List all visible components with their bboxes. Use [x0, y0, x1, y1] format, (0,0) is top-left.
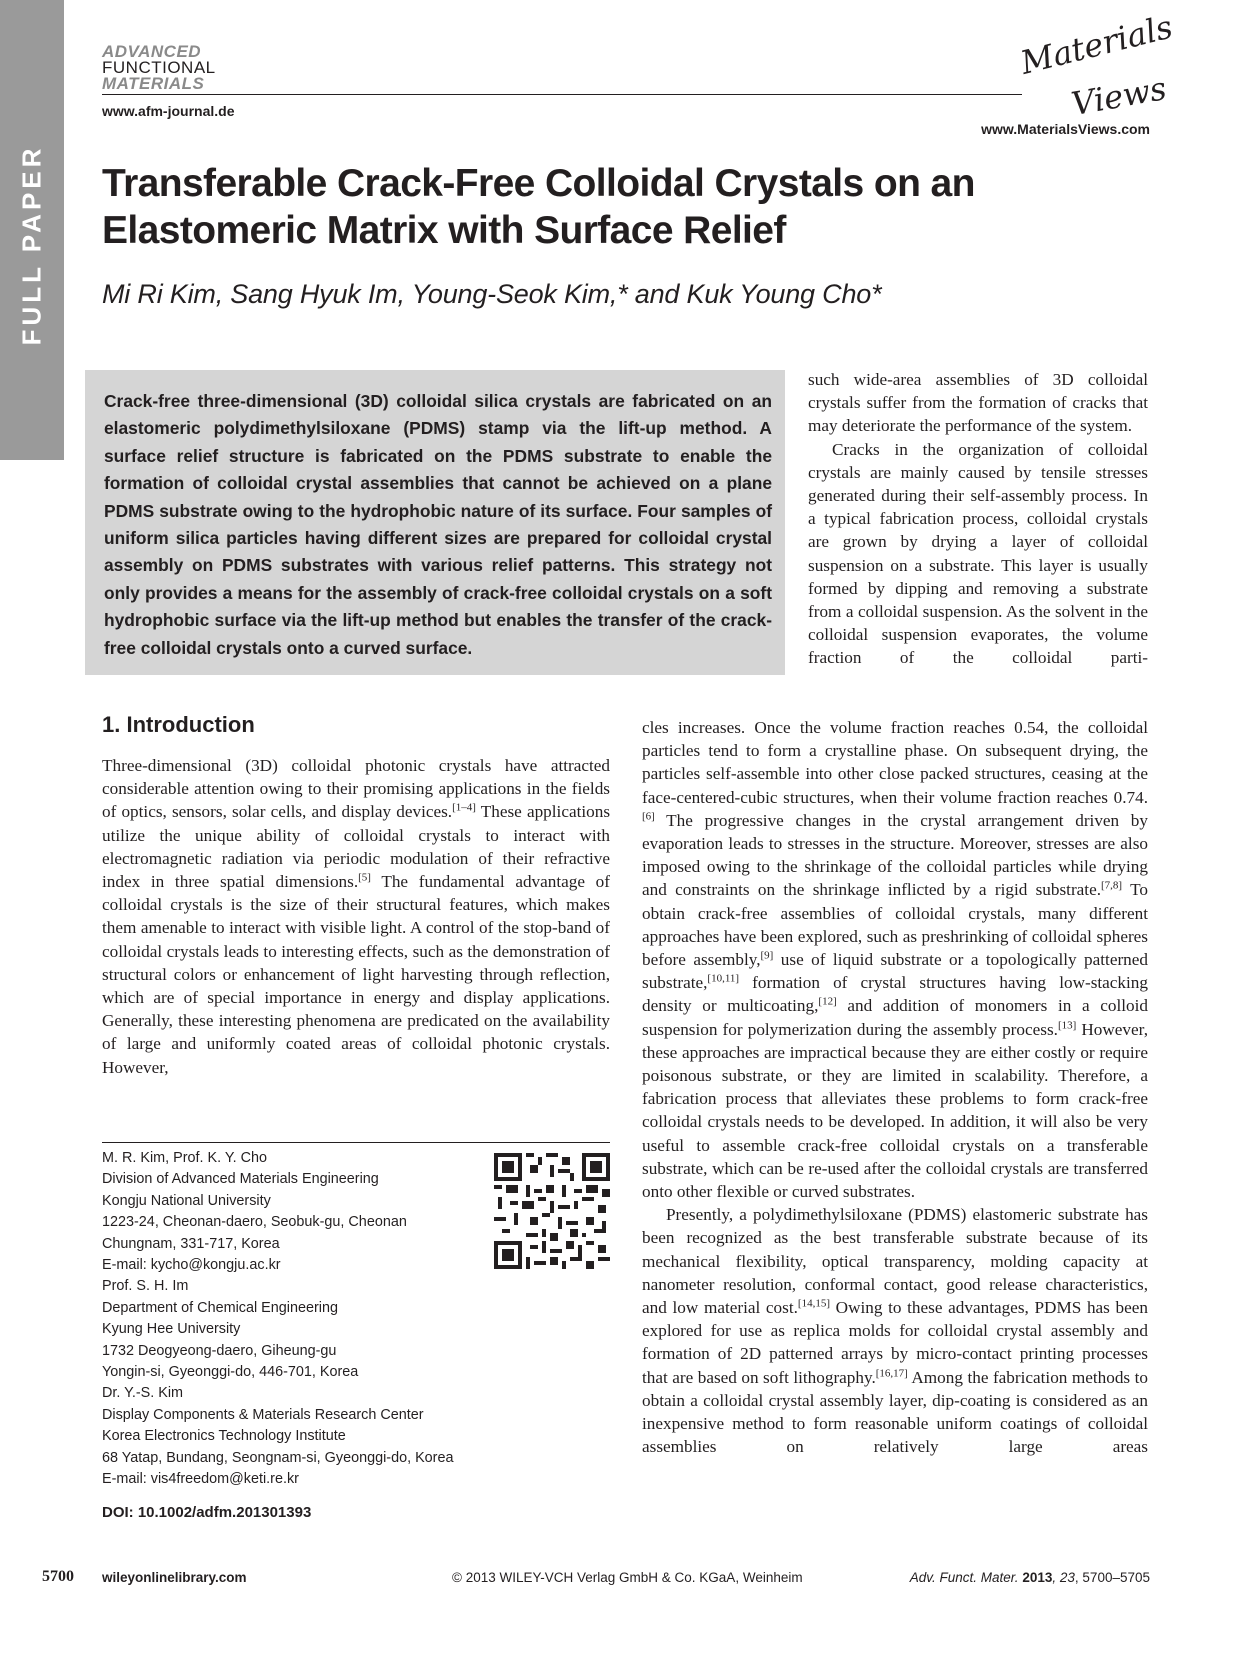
- cite-journal: Adv. Funct. Mater.: [909, 1570, 1019, 1585]
- text-run: cles increases. Once the volume fraction reaches 0.54, the colloidal particles tend to form a crystalline phase. On subsequent drying, the particles self-assemble into other close packed structures, ceasing at the face-centered-cubic structures, when their volume fraction reaches 0.74.: [642, 718, 1148, 807]
- text-run: The progressive changes in the crystal arrangement driven by evaporation leads to stresses in the structure. Moreover, stresses are also imposed owing to the shrinkage of the colloidal particles while drying and constraints on the shrinkage inflicted by a rigid substrate.: [642, 810, 1148, 900]
- section-heading-introduction: 1. Introduction: [102, 712, 255, 737]
- text-run: use of liquid substrate or a topologically patterned substrate,: [642, 950, 1148, 993]
- publisher-logo: [1016, 7, 1180, 124]
- affiliation-line: Chungnam, 331-717, Korea: [102, 1235, 280, 1252]
- citation[interactable]: [13]: [1057, 1018, 1077, 1031]
- text-run: Among the fabrication methods to obtain a colloidal crystal assembly layer, dip-coating is considered as an inexpensive method to form reasonable uniform coatings of colloidal assemblies on relatively large areas: [642, 1367, 1148, 1457]
- abstract-text: Crack-free three-dimensional (3D) colloidal silica crystals are fabricated on an elastomeric polydimethylsiloxane (PDMS) stamp via the lift-up method. A surface relief structure is fabricated on the PDMS substrate to enable the formation of colloidal crystal assemblies that cannot be achieved on a plane PDMS substrate owing to the hydrophobic nature of its surface. Four samples of uniform silica particles having different sizes are prepared for colloidal crystal assembly on PDMS substrates with various relief patterns. This strategy not only provides a means for the assembly of crack-free colloidal crystals on a soft hydrophobic surface via the lift-up method but enables the transfer of the crack-free colloidal crystals onto a curved surface.: [104, 391, 772, 658]
- affiliation-line: M. R. Kim, Prof. K. Y. Cho: [102, 1150, 268, 1166]
- author-list: Mi Ri Kim, Sang Hyuk Im, Young-Seok Kim,* and Kuk Young Cho*: [102, 279, 882, 309]
- cite-year: 2013: [1022, 1570, 1053, 1585]
- affiliation-rule: [102, 1142, 610, 1143]
- affiliation-email[interactable]: E-mail: kycho@kongju.ac.kr: [102, 1257, 281, 1274]
- journal-url[interactable]: www.afm-journal.de: [102, 103, 235, 119]
- copyright: © 2013 WILEY-VCH Verlag GmbH & Co. KGaA, Weinheim: [452, 1570, 803, 1585]
- affiliation-line: Kongju National University: [102, 1192, 271, 1209]
- paragraph: Cracks in the organization of colloidal crystals are mainly caused by tensile stresses generated during their self-assembly process. In a typical fabrication process, colloidal crystals are grown by drying a layer of colloidal suspension on a substrate. This layer is usually formed by dipping and removing a substrate from a colloidal suspension. As the solvent in the colloidal suspension evaporates, the volume fraction of the colloidal parti-: [808, 439, 1148, 668]
- right-column-text: [642, 716, 1148, 1459]
- publisher-url[interactable]: www.MaterialsViews.com: [981, 121, 1150, 137]
- affiliation-line: Prof. S. H. Im: [102, 1278, 189, 1295]
- paragraph: such wide-area assemblies of 3D colloidal crystals suffer from the formation of cracks that may deteriorate the performance of the system.: [808, 370, 1148, 436]
- cite-volume: 23: [1059, 1570, 1075, 1585]
- side-tab-label: FULL PAPER: [16, 144, 47, 346]
- article-title: Transferable Crack-Free Colloidal Crystals on an Elastomeric Matrix with Surface Relief: [102, 162, 975, 252]
- affiliation-email[interactable]: E-mail: vis4freedom@keti.re.kr: [102, 1471, 299, 1488]
- side-tab: [0, 0, 64, 460]
- citation[interactable]: [9]: [760, 949, 774, 962]
- paragraph: [642, 716, 1148, 1203]
- affiliation-line: 1732 Deogyeong-daero, Giheung-gu: [102, 1342, 337, 1359]
- text-run: The fundamental advantage of colloidal crystals is the size of their structural features, which makes them amenable to interact with visible light. A control of the stop-band of colloidal crystals leads to interesting effects, such as the demonstration of structural colors or enhancement of light harvesting through reflection, which are of special importance in energy and display applications. Generally, these interesting phenomena are predicated on the availability of large and uniformly coated areas of colloidal photonic crystals. However,: [102, 872, 610, 1077]
- text-run: Owing to these advantages, PDMS has been explored for use as replica molds for colloidal crystal assembly and formation of 2D patterned arrays by micro-contact printing processes that are based on soft lithography.: [642, 1298, 1148, 1387]
- affiliation-line: Division of Advanced Materials Engineering: [102, 1171, 379, 1188]
- text-run: and addition of monomers in a colloid suspension for polymerization during the assembly process.: [642, 996, 1148, 1039]
- publisher-logo-line-1: Materials: [1016, 7, 1177, 82]
- journal-logo: [102, 44, 216, 92]
- journal-logo-line-3: MATERIALS: [102, 74, 205, 93]
- citation[interactable]: [5]: [358, 871, 371, 884]
- header-rule: [102, 94, 1022, 95]
- affiliation-line: Display Components & Materials Research Center: [102, 1406, 424, 1423]
- citation[interactable]: [16,17]: [875, 1366, 908, 1379]
- citation[interactable]: [6]: [642, 810, 655, 823]
- page-number: 5700: [42, 1568, 74, 1585]
- citation[interactable]: [7,8]: [1101, 879, 1123, 892]
- doi[interactable]: DOI: 10.1002/adfm.201301393: [102, 1504, 312, 1521]
- text-run: These applications utilize the unique ability of colloidal crystals to interact with electromagnetic radiation via periodic modulation of their refractive index in three spatial dimensions.: [102, 802, 611, 892]
- affiliation-line: Dr. Y.-S. Kim: [102, 1385, 184, 1402]
- paragraph: [642, 1203, 1148, 1458]
- citation[interactable]: [10,11]: [707, 972, 740, 985]
- citation-line: Adv. Funct. Mater. 2013, 23, 5700–5705: [909, 1570, 1150, 1585]
- citation[interactable]: [14,15]: [797, 1297, 830, 1310]
- right-column-top: [808, 368, 1148, 670]
- left-column-text: [102, 754, 610, 1079]
- publisher-logo-line-2: Views: [1068, 69, 1170, 124]
- text-run: To obtain crack-free assemblies of colloidal crystals, many different approaches have been explored, such as preshrinking of colloidal spheres before assembly,: [642, 880, 1148, 970]
- journal-logo-line-1: ADVANCED: [102, 42, 202, 61]
- text-run: Three-dimensional (3D) colloidal photonic crystals have attracted considerable attention owing to their promising applications in the fields of optics, sensors, solar cells, and display devices.: [102, 756, 610, 822]
- affiliations: [102, 1148, 482, 1491]
- affiliation-line: Department of Chemical Engineering: [102, 1299, 338, 1316]
- qr-code-icon[interactable]: [494, 1153, 610, 1269]
- journal-logo-line-2: FUNCTIONAL: [102, 58, 216, 77]
- affiliation-line: Kyung Hee University: [102, 1321, 241, 1338]
- affiliation-line: 1223-24, Cheonan-daero, Seobuk-gu, Cheonan: [102, 1214, 407, 1231]
- affiliation-line: 68 Yatap, Bundang, Seongnam-si, Gyeonggi-do, Korea: [102, 1449, 454, 1466]
- text-run: Presently, a polydimethylsiloxane (PDMS) elastomeric substrate has been recognized as the best transferable substrate because of its mechanical flexibility, optical transparency, molding capacity at nanometer resolution, conformal contact, good release characteristics, and low material cost.: [642, 1205, 1148, 1318]
- text-run: formation of crystal structures having low-stacking density or multicoating,: [642, 973, 1148, 1016]
- footer-url[interactable]: wileyonlinelibrary.com: [102, 1570, 247, 1585]
- text-run: However, these approaches are impractical because they are either costly or require poisonous substrate, or they are limited in scalability. Therefore, a fabrication process that alleviates these problems to form crack-free colloidal crystals needs to be developed. In addition, it will also be very useful to assemble crack-free colloidal crystals on a transferable substrate, which can be re-used after the colloidal crystals are transferred onto other flexible or curved substrates.: [642, 1019, 1148, 1202]
- affiliation-line: Yongin-si, Gyeonggi-do, 446-701, Korea: [102, 1364, 359, 1381]
- affiliation-line: Korea Electronics Technology Institute: [102, 1428, 346, 1445]
- citation[interactable]: [1–4]: [452, 801, 476, 814]
- citation[interactable]: [12]: [818, 995, 837, 1008]
- cite-pages: , 5700–5705: [1074, 1570, 1150, 1585]
